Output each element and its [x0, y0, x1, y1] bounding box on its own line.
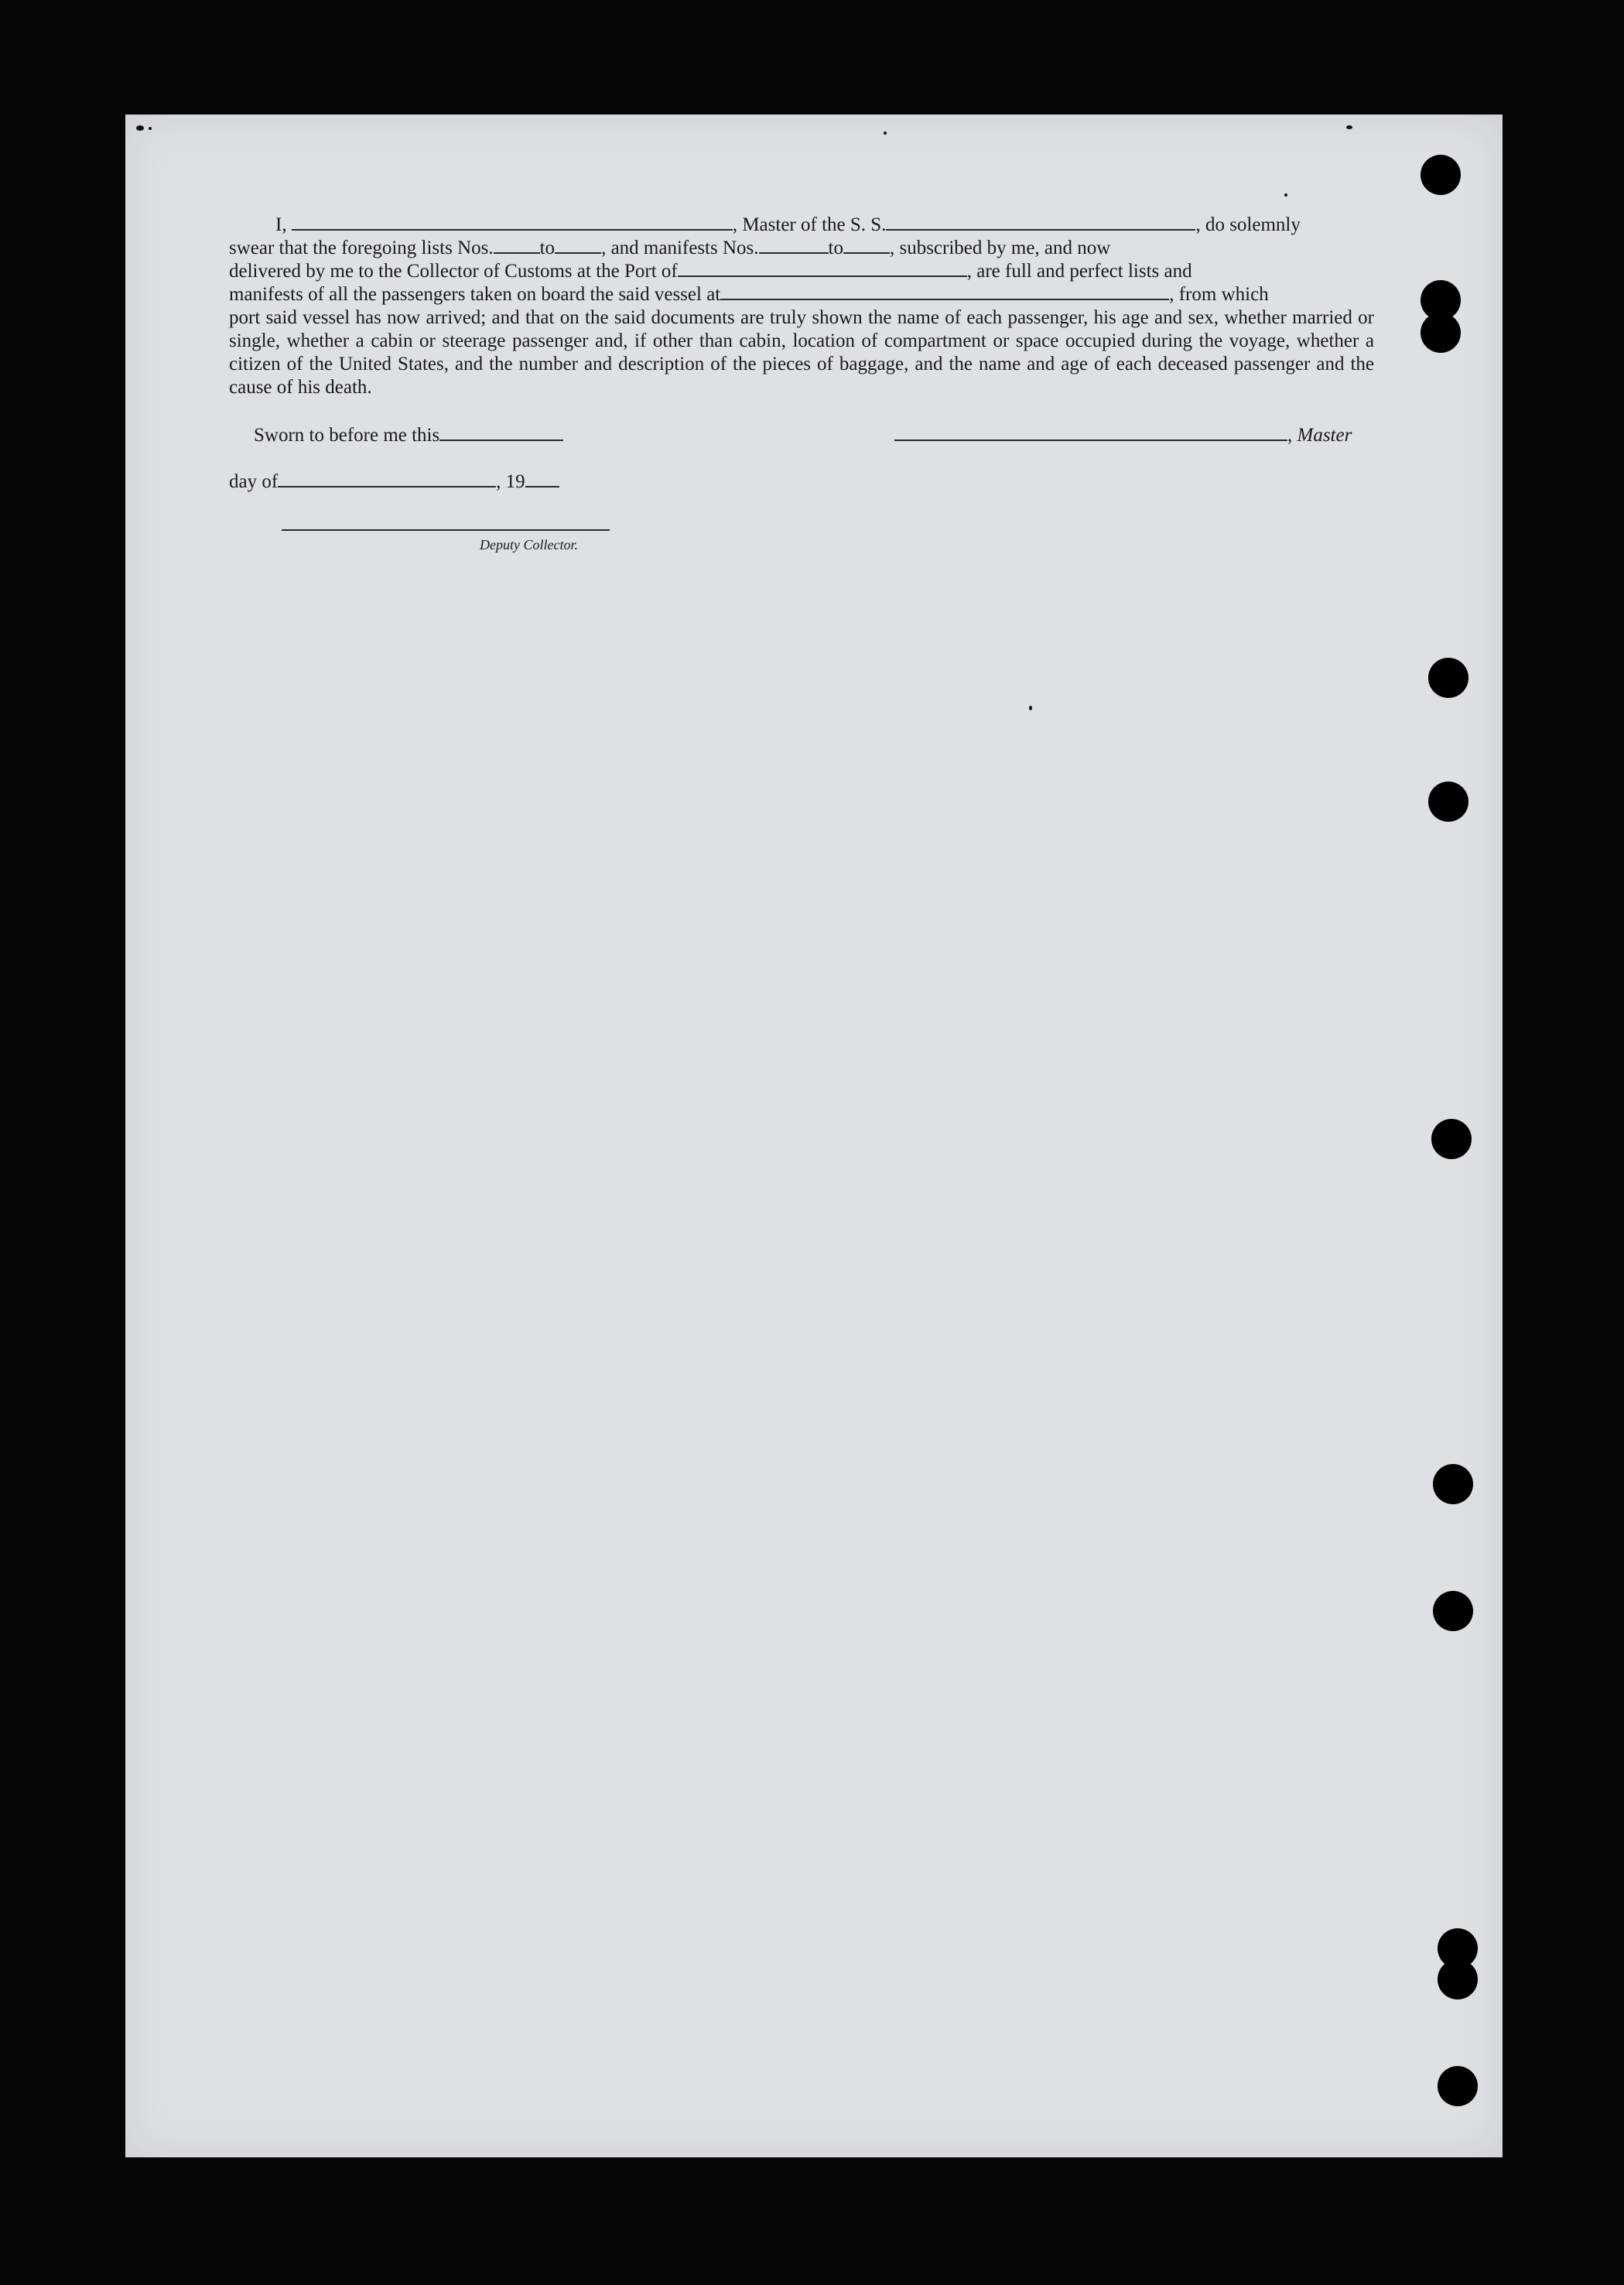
oath-to-2: to	[828, 238, 843, 258]
sworn-line	[254, 424, 563, 446]
oath-subscribed: , subscribed by me, and now	[889, 238, 1111, 258]
ink-speck	[1346, 125, 1352, 129]
oath-do-solemnly: , do solemnly	[1195, 214, 1301, 235]
manifests-from-field[interactable]	[759, 237, 829, 254]
punch-hole	[1433, 1591, 1473, 1631]
oath-line	[229, 283, 1374, 306]
master-name-field[interactable]	[292, 214, 733, 231]
year-prefix: , 19	[496, 471, 525, 492]
year-field[interactable]	[525, 470, 559, 487]
lists-from-field[interactable]	[494, 237, 540, 254]
oath-body: port said vessel has now arrived; and that on the said documents are truly shown the name of each passenger, his age and sex, whether married or single, whether a cabin or steerage passenger and, if other than cabin, location of compartment or space occupied during the voyage, whether a citizen of the United States, and the number and description of the pieces of baggage, and the name and age of each deceased passenger and the cause of his death.	[229, 307, 1374, 398]
punch-hole	[1421, 313, 1461, 353]
deputy-collector-label: Deputy Collector.	[480, 537, 578, 552]
oath-line	[229, 260, 1374, 283]
oath-manifests-all: manifests of all the passengers taken on board the said vessel at	[229, 284, 721, 305]
oath-and-manifests: , and manifests Nos.	[601, 238, 759, 258]
ink-speck	[1284, 193, 1287, 197]
oath-swear-lists: swear that the foregoing lists Nos.	[229, 238, 494, 258]
day-of-line	[229, 470, 559, 493]
sworn-date-field[interactable]	[439, 424, 563, 441]
day-of-label: day of	[229, 471, 279, 492]
port-field[interactable]	[678, 260, 967, 277]
punch-hole	[1438, 1959, 1478, 1999]
master-signature-field[interactable]	[894, 424, 1287, 441]
oath-line	[229, 237, 1374, 260]
sworn-label: Sworn to before me this	[254, 425, 440, 446]
manifest-page	[125, 115, 1503, 2157]
ink-speck	[1029, 706, 1032, 710]
oath-delivered: delivered by me to the Collector of Customs at the Port of	[229, 261, 678, 282]
master-oath	[229, 214, 1374, 399]
lists-to-field[interactable]	[555, 237, 601, 254]
ink-speck	[136, 125, 144, 131]
oath-line	[229, 214, 1374, 237]
ink-speck	[884, 132, 887, 135]
vessel-name-field[interactable]	[886, 214, 1195, 231]
punch-hole	[1438, 2066, 1478, 2106]
oath-to-1: to	[539, 238, 556, 258]
oath-from-which: , from which	[1169, 284, 1269, 305]
punch-hole	[1431, 1119, 1472, 1159]
punch-hole	[1428, 782, 1468, 822]
ink-speck	[149, 127, 152, 130]
oath-intro: I,	[275, 214, 287, 235]
punch-hole	[1433, 1464, 1473, 1504]
oath-master-of-ss: , Master of the S. S.	[732, 214, 887, 235]
deputy-signature-field[interactable]	[282, 529, 610, 531]
master-signature-line: , Master	[894, 424, 1352, 446]
oath-full-perfect: , are full and perfect lists and	[966, 261, 1192, 282]
month-field[interactable]	[278, 470, 496, 487]
punch-hole	[1428, 658, 1468, 698]
punch-hole	[1421, 155, 1461, 195]
manifests-to-field[interactable]	[843, 237, 890, 254]
master-label: Master	[1297, 425, 1352, 446]
embark-port-field[interactable]	[720, 283, 1169, 300]
